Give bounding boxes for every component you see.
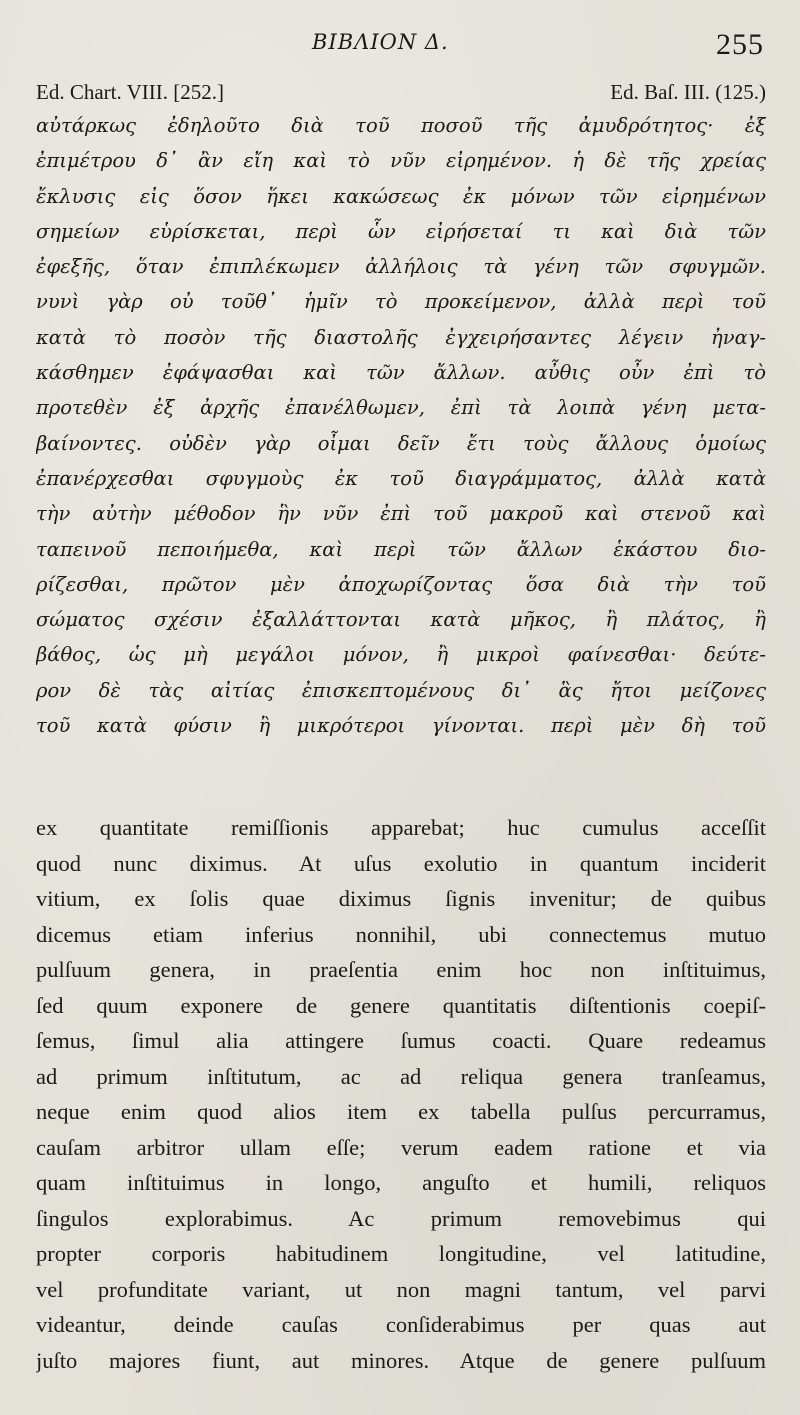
latin-line: propter corporis habitudinem longitudine, vel latitudine, [36, 1241, 766, 1266]
edition-references [36, 80, 766, 108]
greek-line: τοῦ κατὰ φύσιν ἢ μικρότεροι γίνονται. περὶ μὲν δὴ τοῦ [36, 714, 766, 738]
greek-line: ἐπιμέτρου δ᾽ ἂν εἴη καὶ τὸ νῦν εἰρημένον. ἡ δὲ τῆς χρείας [36, 149, 766, 173]
greek-line: ταπεινοῦ πεποιήμεθα, καὶ περὶ τῶν ἄλλων ἑκάστου διο- [36, 537, 766, 561]
latin-line: dicemus etiam inferius nonnihil, ubi connectemus mutuo [36, 921, 766, 947]
edition-reference-chartier: Ed. Chart. VIII. [252.] [36, 80, 224, 104]
latin-line: vel profunditate variant, ut non magni tantum, vel parvi [36, 1276, 766, 1302]
edition-reference-basel: Ed. Baſ. III. (125.) [610, 80, 766, 104]
greek-line: νυνὶ γὰρ οὐ τοῦθ᾽ ἡμῖν τὸ προκείμενον, ἀλλὰ περὶ τοῦ [36, 290, 766, 314]
greek-line: σημείων εὑρίσκεται, περὶ ὧν εἰρήσεταί τι καὶ διὰ τῶν [36, 219, 766, 243]
greek-line: βαίνοντες. οὐδὲν γὰρ οἶμαι δεῖν ἔτι τοὺς ἄλλους ὁμοίως [36, 431, 766, 455]
greek-line: σώματος σχέσιν ἐξαλλάττονται κατὰ μῆκος, ἢ πλάτος, ἢ [36, 608, 766, 632]
greek-text-block [36, 108, 766, 743]
greek-line: τὴν αὐτὴν μέθοδον ἣν νῦν ἐπὶ τοῦ μακροῦ καὶ στενοῦ καὶ [36, 502, 766, 526]
latin-line: juſto majores fiunt, aut minores. Atque de genere pulſuum [36, 1347, 766, 1373]
greek-line: κατὰ τὸ ποσὸν τῆς διαστολῆς ἐγχειρήσαντες λέγειν ἠναγ- [36, 325, 766, 349]
latin-line: quam inſtituimus in longo, anguſto et humili, reliquos [36, 1170, 766, 1195]
page-number: 255 [716, 28, 764, 61]
greek-line: αὐτάρκως ἐδηλοῦτο διὰ τοῦ ποσοῦ τῆς ἀμυδρότητος· ἐξ [36, 114, 766, 137]
latin-line: vitium, ex ſolis quae diximus ſignis invenitur; de quibus [36, 886, 766, 911]
latin-line: ad primum inſtitutum, ac ad reliqua genera tranſeamus, [36, 1063, 766, 1089]
latin-line: ſed quum exponere de genere quantitatis diſtentionis coepiſ- [36, 992, 766, 1018]
greek-line: κάσθημεν ἐφάψασθαι καὶ τῶν ἄλλων. αὖθις οὖν ἐπὶ τὸ [36, 361, 766, 385]
running-title: BIBΛΙΟΝ Δ. [312, 30, 449, 54]
latin-line: neque enim quod alios item ex tabella pulſus percurramus, [36, 1099, 766, 1124]
latin-line: videantur, deinde cauſas conſiderabimus per quas aut [36, 1312, 766, 1337]
latin-line: ſingulos explorabimus. Ac primum removebimus qui [36, 1205, 766, 1231]
latin-text-block [36, 810, 766, 1378]
greek-line: βάθος, ὡς μὴ μεγάλοι μόνον, ἢ μικροὶ φαίνεσθαι· δεύτε- [36, 643, 766, 667]
latin-line: ex quantitate remiſſionis apparebat; huc cumulus acceſſit [36, 815, 766, 840]
greek-line: ἔκλυσις εἰς ὅσον ἥκει κακώσεως ἐκ μόνων τῶν εἰρημένων [36, 184, 766, 208]
latin-line: quod nunc diximus. At uſus exolutio in quantum inciderit [36, 850, 766, 876]
latin-line: cauſam arbitror ullam eſſe; verum eadem ratione et via [36, 1134, 766, 1160]
latin-line: pulſuum genera, in praeſentia enim hoc non inſtituimus, [36, 957, 766, 982]
running-head [0, 28, 800, 64]
greek-line: ρον δὲ τὰς αἰτίας ἐπισκεπτομένους δι᾽ ἃς ἤτοι μείζονες [36, 678, 766, 702]
greek-line: προτεθὲν ἐξ ἀρχῆς ἐπανέλθωμεν, ἐπὶ τὰ λοιπὰ γένη μετα- [36, 396, 766, 420]
greek-line: ἐπανέρχεσθαι σφυγμοὺς ἐκ τοῦ διαγράμματος, ἀλλὰ κατὰ [36, 466, 766, 490]
greek-line: ρίζεσθαι, πρῶτον μὲν ἀποχωρίζοντας ὅσα διὰ τὴν τοῦ [36, 572, 766, 596]
latin-line: ſemus, ſimul alia attingere ſumus coacti. Quare redeamus [36, 1028, 766, 1053]
greek-line: ἐφεξῆς, ὅταν ἐπιπλέκωμεν ἀλλήλοις τὰ γένη τῶν σφυγμῶν. [36, 255, 766, 279]
